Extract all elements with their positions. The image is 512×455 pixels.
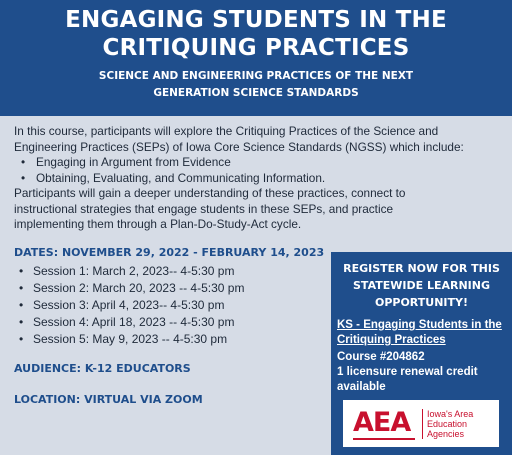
course-registration-link[interactable] — [337, 318, 509, 348]
title-line: ENGAGING STUDENTS IN THE — [65, 7, 447, 33]
header-banner — [0, 0, 512, 116]
location-label: LOCATION: VIRTUAL VIA ZOOM — [14, 393, 203, 406]
course-number: Course #204862 — [337, 351, 425, 363]
credit-line: 1 licensure renewal credit — [337, 366, 478, 378]
audience-label: AUDIENCE: K-12 EDUCATORS — [14, 362, 191, 375]
course-description — [14, 124, 504, 233]
aea-logo-mark: AEA — [353, 407, 411, 438]
course-link-line: KS - Engaging Students in the — [337, 319, 502, 331]
session-item: • Session 3: April 4, 2023-- 4-5:30 pm — [14, 297, 324, 314]
subtitle-line: SCIENCE AND ENGINEERING PRACTICES OF THE NEXT — [98, 70, 414, 82]
practices-list — [14, 155, 504, 186]
subtitle-line: GENERATION SCIENCE STANDARDS — [153, 87, 359, 99]
list-item: • Obtaining, Evaluating, and Communicating Information. — [14, 171, 504, 187]
register-heading-line: OPPORTUNITY! — [374, 296, 469, 309]
title-line: CRITIQUING PRACTICES — [102, 35, 410, 61]
session-item: • Session 1: March 2, 2023-- 4-5:30 pm — [14, 263, 324, 280]
session-item: • Session 2: March 20, 2023 -- 4-5:30 pm — [14, 280, 324, 297]
intro-line: Engineering Practices (SEPs) of Iowa Core Science Standards (NGSS) which include: — [14, 139, 464, 154]
course-link-line: Critiquing Practices — [337, 334, 446, 346]
register-heading-line: REGISTER NOW FOR THIS — [343, 262, 500, 275]
aea-logo-text — [427, 409, 497, 439]
intro-line: instructional strategies that engage students in these SEPs, and practice — [14, 201, 394, 216]
logo-text-line: Education — [427, 419, 468, 429]
sessions-list — [14, 263, 324, 348]
page-title — [0, 6, 512, 62]
intro-line: In this course, participants will explore the Critiquing Practices of the Science and — [14, 124, 439, 138]
dates-heading: DATES: NOVEMBER 29, 2022 - FEBRUARY 14, 2023 — [14, 246, 325, 259]
aea-logo — [343, 400, 499, 447]
intro-line: Participants will gain a deeper understanding of these practices, connect to — [14, 186, 406, 200]
intro-line: implementing them through a Plan-Do-Study-Act cycle. — [14, 217, 302, 231]
logo-underline — [353, 438, 415, 440]
credit-line: available — [337, 381, 386, 393]
register-panel — [331, 252, 512, 455]
credit-info — [337, 365, 509, 395]
page-subtitle — [40, 68, 472, 102]
register-heading — [335, 260, 508, 311]
logo-text-line: Agencies — [427, 429, 465, 439]
session-item: • Session 4: April 18, 2023 -- 4-5:30 pm — [14, 314, 324, 331]
session-item: • Session 5: May 9, 2023 -- 4-5:30 pm — [14, 331, 324, 348]
register-heading-line: STATEWIDE LEARNING — [353, 279, 490, 292]
logo-text-line: Iowa's Area — [427, 409, 474, 419]
list-item: • Engaging in Argument from Evidence — [14, 155, 504, 171]
logo-divider — [422, 409, 423, 439]
